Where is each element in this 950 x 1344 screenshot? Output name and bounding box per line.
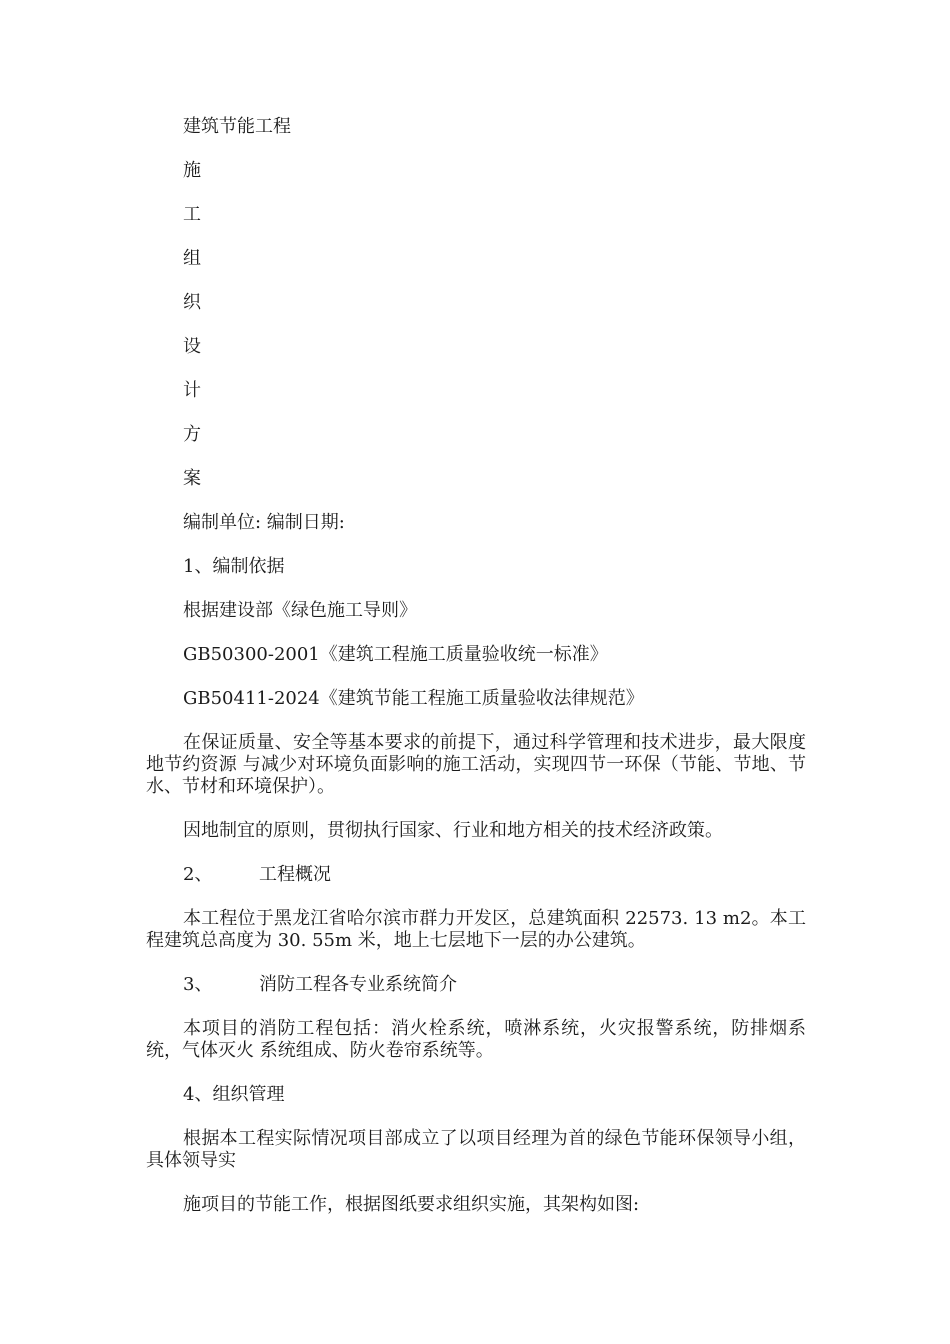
section-1-heading: 1、编制依据 xyxy=(183,556,285,577)
section-1-paragraph-2: 因地制宜的原则，贯彻执行国家、行业和地方相关的技术经济政策。 xyxy=(183,820,723,841)
section-4-paragraph-2: 施项目的节能工作，根据图纸要求组织实施，其架构如图: xyxy=(183,1194,640,1215)
title-line-4: 组 xyxy=(183,248,201,269)
section-4-heading: 4、组织管理 xyxy=(183,1084,285,1105)
title-line-1: 建筑节能工程 xyxy=(183,116,291,137)
section-4-paragraph-1: 根据本工程实际情况项目部成立了以项目经理为首的绿色节能环保领导小组，具体领导实 xyxy=(146,1128,806,1171)
title-line-6: 设 xyxy=(183,336,201,357)
title-line-9: 案 xyxy=(183,468,201,489)
title-line-3: 工 xyxy=(183,204,201,225)
section-3-paragraph: 本项目的消防工程包括：消火栓系统，喷淋系统，火灾报警系统，防排烟系统，气体灭火 系统组成、防火卷帘系统等。 xyxy=(146,1018,806,1061)
title-line-5: 织 xyxy=(183,292,201,313)
reference-3: GB50411-2024《建筑节能工程施工质量验收法律规范》 xyxy=(183,688,644,709)
section-2-paragraph: 本工程位于黑龙江省哈尔滨市群力开发区，总建筑面积 22573. 13 m2。本工程建筑总高度为 30. 55m 米，地上七层地下一层的办公建筑。 xyxy=(146,908,806,951)
section-3-heading xyxy=(183,974,457,996)
section-3-number: 3、 xyxy=(183,974,213,995)
section-2-number: 2、 xyxy=(183,864,213,885)
section-2-label: 工程概况 xyxy=(259,864,331,885)
reference-2: GB50300-2001《建筑工程施工质量验收统一标准》 xyxy=(183,644,608,665)
section-3-label: 消防工程各专业系统简介 xyxy=(259,974,457,995)
title-line-8: 方 xyxy=(183,424,201,445)
title-line-2: 施 xyxy=(183,160,201,181)
reference-1: 根据建设部《绿色施工导则》 xyxy=(183,600,417,621)
compiled-by: 编制单位: 编制日期: xyxy=(183,512,345,533)
section-2-heading xyxy=(183,864,331,886)
section-1-paragraph-1: 在保证质量、安全等基本要求的前提下，通过科学管理和技术进步，最大限度地节约资源 与减少对环境负面影响的施工活动，实现四节一环保（节能、节地、节水、节材和环境保护）。 xyxy=(146,732,806,797)
title-line-7: 计 xyxy=(183,380,201,401)
